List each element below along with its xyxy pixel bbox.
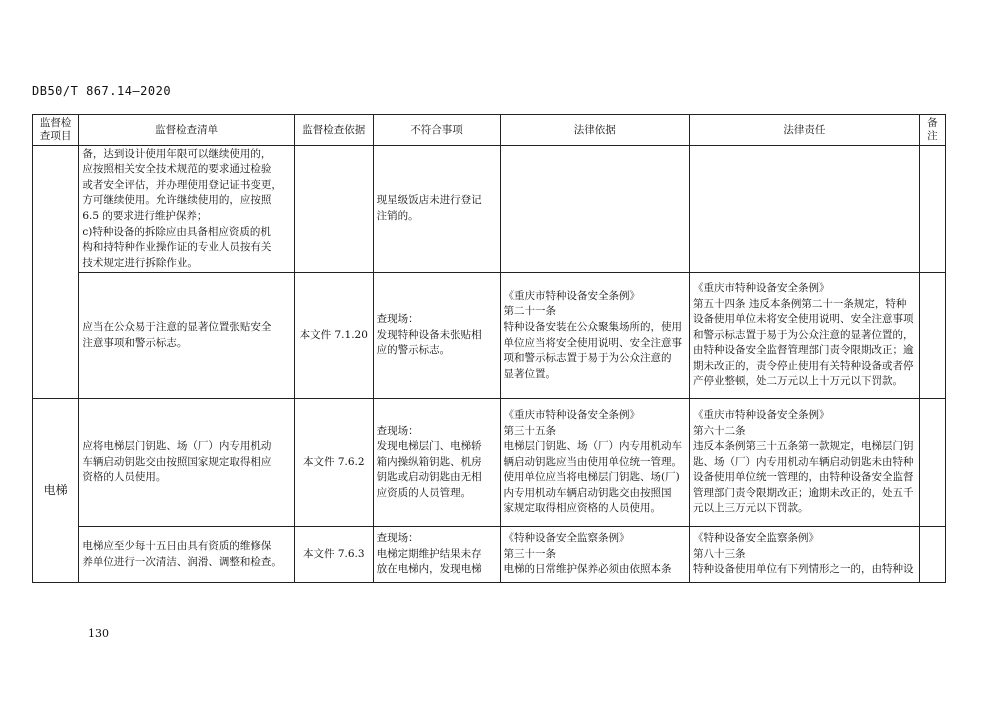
table-header-row bbox=[33, 115, 946, 146]
header-checklist: 监督检查清单 bbox=[79, 115, 295, 146]
legal-liability-cell bbox=[689, 273, 919, 399]
text-line: 使用单位应当将电梯层门钥匙、场(厂) bbox=[503, 471, 680, 484]
text-line: 方可继续使用。允许继续使用的，应按照 bbox=[82, 194, 272, 207]
text-line: 查项目 bbox=[39, 130, 72, 142]
text-line: 《重庆市特种设备安全条例》 bbox=[503, 408, 641, 421]
basis-cell: 本文件 7.6.3 bbox=[294, 527, 373, 583]
text-line: 第八十三条 bbox=[692, 547, 746, 560]
text-line: 由特种设备安全监督管理部门责令限期改正；逾 bbox=[692, 344, 914, 357]
nonconformity-cell bbox=[373, 146, 500, 273]
legal-basis-cell bbox=[500, 527, 689, 583]
checklist-cell bbox=[79, 527, 295, 583]
table-row bbox=[33, 146, 946, 273]
legal-basis-cell bbox=[500, 399, 689, 527]
legal-liability-cell bbox=[689, 146, 919, 273]
header-legal-basis: 法律依据 bbox=[500, 115, 689, 146]
text-line: 注意事项和警示标志。 bbox=[82, 336, 188, 349]
text-line: 发现特种设备未张贴相 bbox=[376, 328, 482, 341]
text-line: 查现场： bbox=[376, 313, 419, 326]
category-cell-empty bbox=[33, 146, 79, 399]
header-basis: 监督检查依据 bbox=[294, 115, 373, 146]
text-line: 显著位置。 bbox=[503, 367, 557, 380]
text-line: 资格的人员使用。 bbox=[82, 471, 167, 484]
text-line: 违反本条例第三十五条第一款规定，电梯层门钥 bbox=[692, 440, 914, 453]
page-number: 130 bbox=[88, 627, 109, 640]
text-line: 第六十二条 bbox=[692, 424, 746, 437]
category-cell: 电梯 bbox=[33, 399, 79, 583]
text-line: 《重庆市特种设备安全条例》 bbox=[503, 289, 641, 302]
text-line: 特种设备安装在公众聚集场所的，使用 bbox=[503, 320, 683, 333]
text-line: 第二十一条 bbox=[503, 305, 557, 318]
text-line: 项和警示标志置于易于为公众注意的 bbox=[503, 352, 672, 365]
text-line: 监督检 bbox=[39, 117, 72, 129]
text-line: 《重庆市特种设备安全条例》 bbox=[692, 281, 830, 294]
text-line: 注 bbox=[927, 130, 938, 142]
table-row bbox=[33, 399, 946, 527]
text-line: 注销的。 bbox=[376, 210, 419, 222]
header-legal-liability: 法律责任 bbox=[689, 115, 919, 146]
legal-basis-cell bbox=[500, 146, 689, 273]
note-cell bbox=[919, 399, 945, 527]
text-line: 和警示标志置于易于为公众注意的显著位置的， bbox=[692, 328, 914, 341]
text-line: 6.5 的要求进行维护保养； bbox=[82, 210, 208, 222]
legal-basis-cell bbox=[500, 273, 689, 399]
text-line: 箱内操纵箱钥匙、机房 bbox=[376, 455, 482, 468]
text-line: 家规定取得相应资格的人员使用。 bbox=[503, 502, 662, 515]
text-line: 设备使用单位统一管理的，由特种设备安全监督 bbox=[692, 471, 914, 484]
text-line: 辆启动钥匙应当由使用单位统一管理。 bbox=[503, 455, 683, 468]
text-line: 特种设备使用单位有下列情形之一的，由特种设 bbox=[692, 563, 914, 576]
text-line: 应当在公众易于注意的显著位置张贴安全 bbox=[82, 320, 272, 333]
text-line: 应按照相关安全技术规范的要求通过检验 bbox=[82, 163, 272, 176]
text-line: 设备使用单位未将安全使用说明、安全注意事项 bbox=[692, 313, 914, 326]
legal-liability-cell bbox=[689, 399, 919, 527]
text-line: 电梯层门钥匙、场（厂）内专用机动车 bbox=[503, 440, 683, 453]
text-line: c)特种设备的拆除应由具备相应资质的机 bbox=[82, 225, 271, 238]
text-line: 钥匙或启动钥匙由无相 bbox=[376, 471, 482, 484]
text-line: 内专用机动车辆启动钥匙交由按照国 bbox=[503, 486, 672, 499]
basis-cell: 本文件 7.6.2 bbox=[294, 399, 373, 527]
nonconformity-cell bbox=[373, 273, 500, 399]
table-row bbox=[33, 527, 946, 583]
text-line: 期未改正的，责令停止使用有关特种设备或者停 bbox=[692, 359, 914, 372]
text-line: 《特种设备安全监察条例》 bbox=[503, 532, 630, 545]
text-line: 第三十一条 bbox=[503, 547, 557, 560]
note-cell bbox=[919, 527, 945, 583]
text-line: 现星级饭店未进行登记 bbox=[376, 194, 482, 207]
text-line: 查现场： bbox=[376, 424, 419, 437]
text-line: 电梯应至少每十五日由具有资质的维修保 bbox=[82, 539, 272, 552]
header-nonconformity: 不符合事项 bbox=[373, 115, 500, 146]
text-line: 《重庆市特种设备安全条例》 bbox=[692, 408, 830, 421]
text-line: 放在电梯内，发现电梯 bbox=[376, 563, 482, 576]
text-line: 元以上三万元以下罚款。 bbox=[692, 502, 809, 515]
text-line: 养单位进行一次清洁、润滑、调整和检查。 bbox=[82, 555, 282, 568]
note-cell bbox=[919, 273, 945, 399]
text-line: 发现电梯层门、电梯轿 bbox=[376, 440, 482, 453]
text-line: 应资质的人员管理。 bbox=[376, 486, 472, 499]
checklist-cell bbox=[79, 146, 295, 273]
text-line: 构和持特种作业操作证的专业人员按有关 bbox=[82, 241, 272, 254]
header-note bbox=[919, 115, 945, 146]
note-cell bbox=[919, 146, 945, 273]
header-inspection-item bbox=[33, 115, 79, 146]
legal-liability-cell bbox=[689, 527, 919, 583]
text-line: 管理部门责令限期改正；逾期未改正的，处五千 bbox=[692, 486, 914, 499]
text-line: 技术规定进行拆除作业。 bbox=[82, 256, 198, 269]
text-line: 或者安全评估，并办理使用登记证书变更， bbox=[82, 178, 282, 191]
inspection-table bbox=[32, 114, 946, 583]
text-line: 应将电梯层门钥匙、场（厂）内专用机动 bbox=[82, 440, 272, 453]
text-line: 《特种设备安全监察条例》 bbox=[692, 532, 819, 545]
text-line: 电梯的日常维护保养必须由依照本条 bbox=[503, 563, 672, 576]
document-code: DB50/T 867.14—2020 bbox=[32, 84, 172, 98]
nonconformity-cell bbox=[373, 527, 500, 583]
nonconformity-cell bbox=[373, 399, 500, 527]
text-line: 备，达到设计使用年限可以继续使用的， bbox=[82, 147, 272, 160]
checklist-cell bbox=[79, 273, 295, 399]
text-line: 电梯定期维护结果未存 bbox=[376, 547, 482, 560]
text-line: 应的警示标志。 bbox=[376, 344, 451, 357]
text-line: 备 bbox=[927, 117, 938, 129]
text-line: 车辆启动钥匙交由按照国家规定取得相应 bbox=[82, 455, 272, 468]
table-row bbox=[33, 273, 946, 399]
text-line: 查现场： bbox=[376, 532, 419, 545]
text-line: 第三十五条 bbox=[503, 424, 557, 437]
checklist-cell bbox=[79, 399, 295, 527]
text-line: 产停业整顿，处二万元以上十万元以下罚款。 bbox=[692, 375, 903, 388]
basis-cell bbox=[294, 146, 373, 273]
text-line: 单位应当将安全使用说明、安全注意事 bbox=[503, 336, 683, 349]
basis-cell: 本文件 7.1.20 bbox=[294, 273, 373, 399]
text-line: 第五十四条 违反本条例第二十一条规定，特种 bbox=[692, 297, 907, 310]
text-line: 匙、场（厂）内专用机动车辆启动钥匙未由特种 bbox=[692, 455, 914, 468]
